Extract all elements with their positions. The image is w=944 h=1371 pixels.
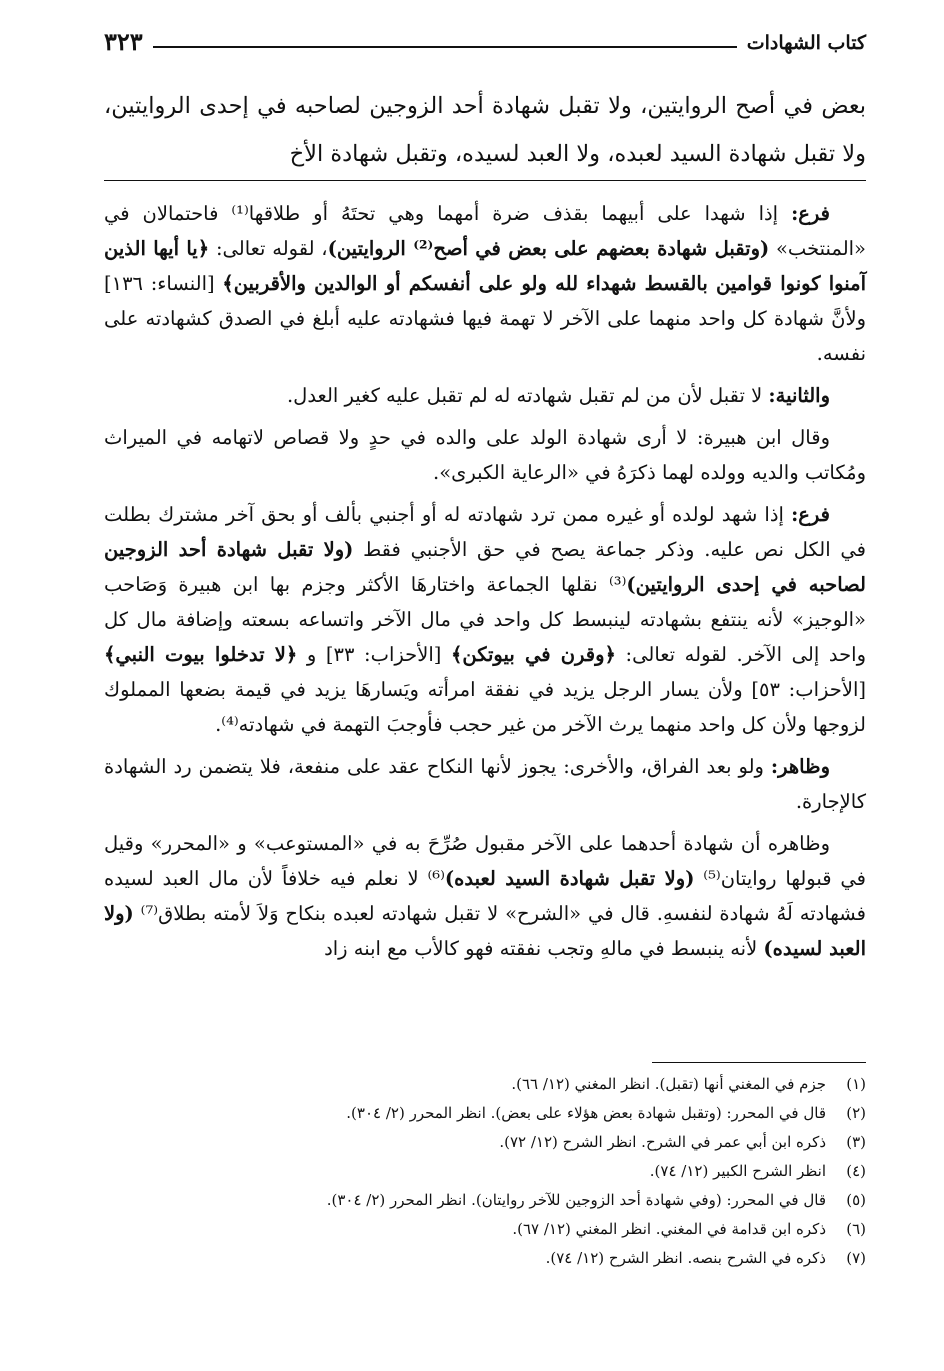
text-segment: [الأحزاب: ٥٣] ولأن يسار الرجل يزيد في نفقة امرأته ويَسارهَا يزيد في قيمة بضعها المملوك لزوجها ولأن كل واحد منهما يرث الآخر من غير حجب فأوجبَ التهمة في شهادته⁽⁴⁾. [104,678,866,736]
footnote-text: ذكره في الشرح بنصه. انظر الشرح (١٢/ ٧٤). [545,1249,826,1267]
text-segment: إذا شهد لولده أو غيره ممن ترد شهادته له أو أجنبي بألف أو بحق آخر مشترك بطلت في الكل نص عليه. وذكر جماعة يصح في حق الأجنبي فقط [104,503,867,561]
text-segment: ⁽⁶⁾ لا نعلم فيه خلافاً لأن مال العبد لسيده فشهادته لَهُ شهادة لنفسهِ. قال في «الشرح» لا تقبل شهادته لعبده بنكاح وَلاَ لأمته بطلاق⁽⁷⁾ [104,867,866,925]
text-segment: لا تقبل لأن من لم تقبل شهادته له لم تقبل عليه كغير العدل. [286,384,769,407]
footnote [104,1186,866,1215]
book-title: كتاب الشهادات [746,32,866,54]
header-rule [153,46,737,48]
footnote-number: (٢) [846,1104,866,1122]
footnote-number: (٤) [846,1162,866,1180]
text-segment: ⁽³⁾ نقلها الجماعة واختارهَا الأكثر وجزم بها ابن هبيرة وَصَاحب «الوجيز» لأنه ينتفع بشهادته لينبسط كل واحد في مال الآخر واتساعه بسعته وإضافة مال كل واحد إلى الآخر. لقوله تعالى: [104,573,867,666]
bold-text-segment: (ولا تقبل شهادة السيد لعبده) [444,867,695,890]
text-segment: لأنه ينبسط في مالهِ وتجب نفقته فهو كالأب مع ابنه زاد [324,937,764,960]
commentary [104,196,866,973]
running-header [104,22,866,56]
bold-text-segment: ﴿لا تدخلوا بيوت النبي﴾ [104,643,298,666]
text-segment: ولو بعد الفراق، والأخرى: يجوز لأنها النكاح عقد على منفعة، فلا يتضمن رد الشهادة كالإجارة. [104,755,866,813]
footnote-text: قال في المحرر: (وتقبل شهادة بعض هؤلاء على بعض). انظر المحرر (٢/ ٣٠٤). [346,1104,826,1122]
text-segment: وقال ابن هبيرة: لا أرى شهادة الولد على والده في حدٍ ولا قصاص لاتهامه في الميراث ومُكاتب والديه وولده لهما ذكرَهُ في «الرعاية الكبرى». [104,426,866,484]
footnote [104,1128,866,1157]
footnotes [104,1070,866,1273]
footnote [104,1157,866,1186]
bold-text-segment: ﴿وقرن في بيوتكن﴾ [450,643,616,666]
text-separator [104,180,866,181]
footnote-text: انظر الشرح الكبير (١٢/ ٧٤). [649,1162,826,1180]
commentary-paragraph [104,196,866,371]
footnote-number: (٣) [846,1133,866,1151]
page-number: ٣٢٣ [104,27,143,56]
footnote-text: ذكره ابن قدامة في المغني. انظر المغني (١٢/ ٦٧). [512,1220,826,1238]
footnote-number: (٥) [846,1191,866,1209]
bold-text-segment: (ولا العبد لسيده) [104,902,866,960]
footnote-number: (٦) [846,1220,866,1238]
footnote-text: قال في المحرر: (وفي شهادة أحد الزوجين للآخر روايتان). انظر المحرر (٢/ ٣٠٤). [326,1191,826,1209]
footnote-rule [652,1062,866,1063]
text-segment: وظاهره أن شهادة أحدهما على الآخر مقبول صُرِّحَ به في «المستوعب» و «المحرر» وقيل في قبولها روايتان⁽⁵⁾ [104,832,866,890]
footnote [104,1099,866,1128]
bold-text-segment: ﴿يا أيها الذين آمنوا كونوا قوامين بالقسط شهداء لله ولو على أنفسكم أو الوالدين والأقربين﴾ [104,237,866,295]
bold-text-segment: فرع: [791,503,830,526]
commentary-paragraph [104,826,866,966]
footnote [104,1244,866,1273]
bold-text-segment: وظاهر: [770,755,830,778]
text-segment: [النساء: ١٣٦] ولأنَّ شهادة كل واحد منهما على الآخر لا تهمة فيها فشهادته عليه أبلغ في الصدق كشهادته على نفسه. [104,272,866,365]
commentary-paragraph [104,378,866,413]
bold-text-segment: فرع: [791,202,830,225]
footnote-text: جزم في المغني أنها (تقبل). انظر المغني (١٢/ ٦٦). [511,1075,826,1093]
text-segment: إذا شهدا على أبيهما بقذف ضرة أمهما وهي تحتَهُ أو طلاقها⁽¹⁾ فاحتمالان في «المنتخب» [104,202,866,260]
commentary-paragraph [104,420,866,490]
main-text: بعض في أصح الروايتين، ولا تقبل شهادة أحد الزوجين لصاحبه في إحدى الروايتين، ولا تقبل شهادة السيد لعبده، ولا العبد لسيده، وتقبل شهادة الأخ [104,93,866,167]
footnote [104,1070,866,1099]
text-segment: ، لقوله تعالى: [209,237,328,260]
bold-text-segment: والثانية: [768,384,830,407]
text-segment: [الأحزاب: ٣٣] و [297,643,451,666]
footnote [104,1215,866,1244]
commentary-paragraph [104,749,866,819]
footnote-text: ذكره ابن أبي عمر في الشرح. انظر الشرح (١٢/ ٧٢). [499,1133,826,1151]
commentary-paragraph [104,497,866,742]
bold-text-segment: (وتقبل شهادة بعضهم على بعض في أصح⁽²⁾ الروايتين) [327,237,770,260]
footnote-number: (١) [846,1075,866,1093]
footnote-number: (٧) [846,1249,866,1267]
bold-text-segment: (ولا تقبل شهادة أحد الزوجين لصاحبه في إحدى الروايتين) [104,538,866,596]
